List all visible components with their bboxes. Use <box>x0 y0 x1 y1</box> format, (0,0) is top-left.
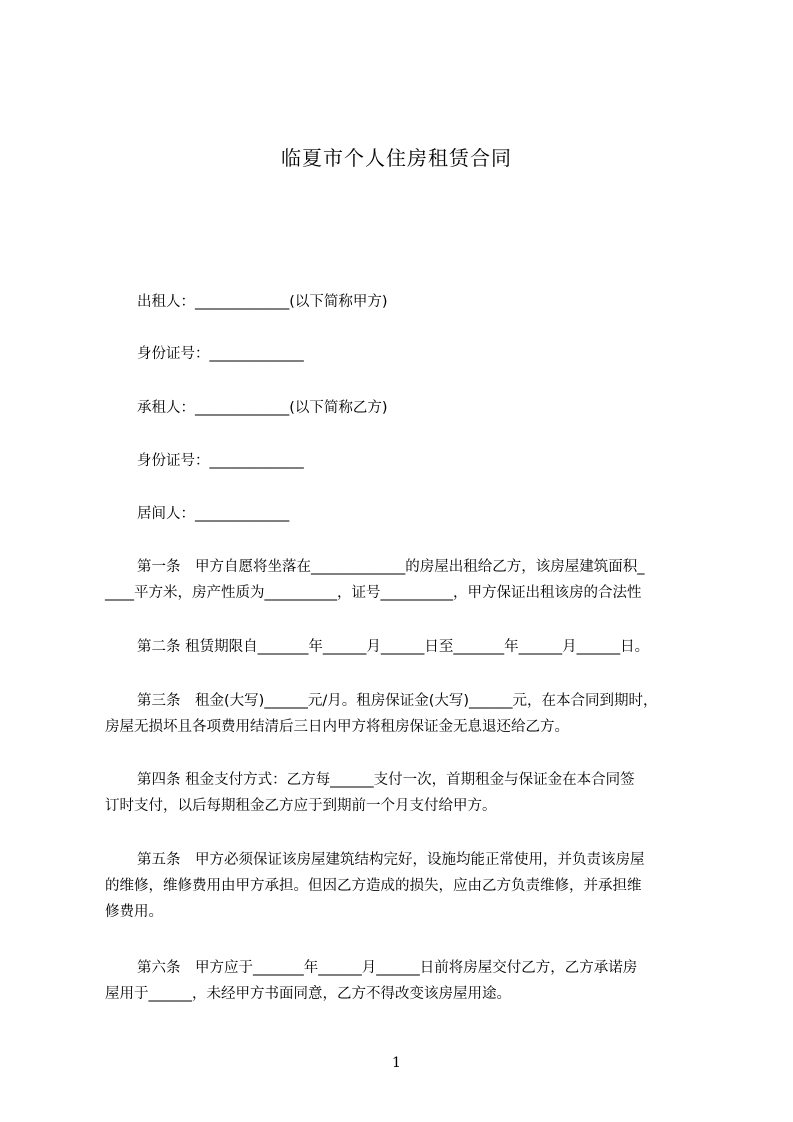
lessee-id-line: 身份证号：_____________ <box>137 453 304 469</box>
lessee-line: 承租人：_____________(以下简称乙方) <box>137 400 388 416</box>
article-6 <box>105 955 705 1007</box>
article-4-line-2: 订时支付，以后每期租金乙方应于到期前一个月支付给甲方。 <box>105 798 497 814</box>
article-6-line-1: 第六条 甲方应于_______年______月______日前将房屋交付乙方，乙方承诺房 <box>137 960 638 976</box>
lessor-id-line: 身份证号：_____________ <box>137 346 304 362</box>
article-6-line-2: 屋用于______，未经甲方书面同意，乙方不得改变该房屋用途。 <box>105 986 511 1002</box>
article-2-line-1: 第二条 租赁期限自_______年______月______日至_______年______月______日。 <box>137 639 650 655</box>
article-5 <box>105 847 705 925</box>
page-number: 1 <box>392 1055 401 1071</box>
article-4 <box>105 767 705 819</box>
article-5-line-1: 第五条 甲方必须保证该房屋建筑结构完好，设施均能正常使用，并负责该房屋 <box>137 852 645 868</box>
article-1-line-1: 第一条 甲方自愿将坐落在_____________的房屋出租给乙方，该房屋建筑面积_ <box>137 559 645 575</box>
article-5-line-3: 修费用。 <box>105 904 163 920</box>
article-3 <box>105 688 705 740</box>
article-4-line-1: 第四条 租金支付方式：乙方每______支付一次，首期租金与保证金在本合同签 <box>137 772 635 788</box>
broker-line: 居间人：_____________ <box>137 506 290 522</box>
article-3-line-1: 第三条 租金(大写)______元/月。租房保证金(大写)______元，在本合同到期时， <box>137 693 658 709</box>
article-1-line-2: ____平方米，房产性质为__________，证号__________，甲方保证出租该房的合法性 <box>105 585 642 601</box>
article-1 <box>105 554 705 606</box>
article-2 <box>105 634 705 660</box>
article-3-line-2: 房屋无损坏且各项费用结清后三日内甲方将租房保证金无息退还给乙方。 <box>105 719 569 735</box>
page-title: 临夏市个人住房租赁合同 <box>281 146 512 170</box>
article-5-line-2: 的维修，维修费用由甲方承担。但因乙方造成的损失，应由乙方负责维修，并承担维 <box>105 878 642 894</box>
lessor-line: 出租人：_____________(以下简称甲方) <box>137 294 388 310</box>
